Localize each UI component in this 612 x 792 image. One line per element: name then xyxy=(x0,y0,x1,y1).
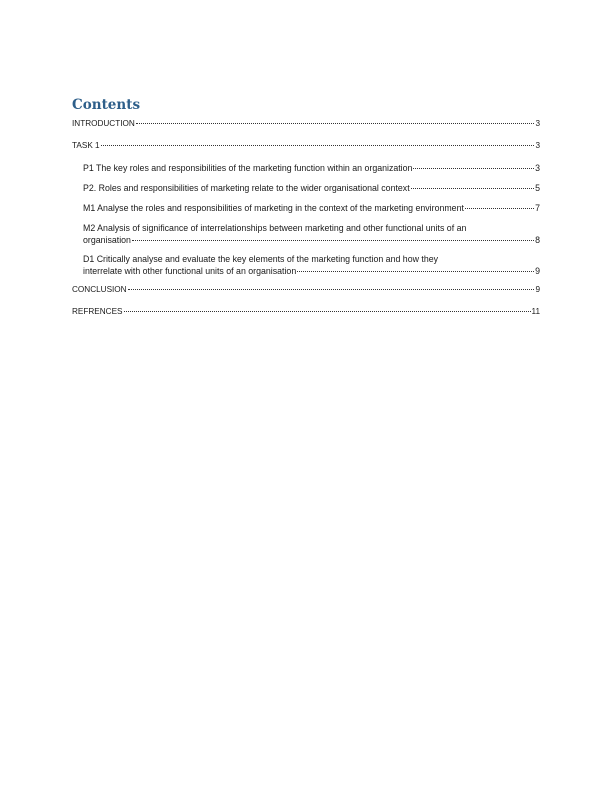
toc-page-number: 5 xyxy=(535,183,540,193)
toc-entry-m1[interactable] xyxy=(72,202,540,214)
toc-page-number: 11 xyxy=(531,307,540,316)
toc-page-number: 9 xyxy=(535,266,540,276)
toc-page-number: 9 xyxy=(535,285,540,294)
toc-entry-introduction[interactable] xyxy=(72,118,540,129)
toc-entry-text: INTRODUCTION xyxy=(72,119,135,128)
toc-entry-text: TASK 1 xyxy=(72,141,100,150)
toc-entry-references[interactable] xyxy=(72,306,540,317)
toc-entry-text-line-2: interrelate with other functional units of an organisation xyxy=(83,266,297,276)
toc-entry-text-line-1: M2 Analysis of significance of interrelationships between marketing and other functional units of an xyxy=(83,223,467,233)
dot-leader xyxy=(465,208,534,209)
toc-entry-text: P1 The key roles and responsibilities of the marketing function within an organization xyxy=(83,163,413,173)
dot-leader xyxy=(411,188,534,189)
toc-heading: Contents xyxy=(72,97,141,113)
toc-entry-m2[interactable] xyxy=(72,222,540,246)
toc-page-number: 8 xyxy=(535,235,540,245)
toc-entry-text: P2. Roles and responsibilities of marketing relate to the wider organisational context xyxy=(83,183,410,193)
toc-page-number: 3 xyxy=(535,141,540,150)
toc-entry-p1[interactable] xyxy=(72,162,540,174)
toc-entry-text-line-1: D1 Critically analyse and evaluate the key elements of the marketing function and how they xyxy=(83,254,439,264)
toc-entry-d1[interactable] xyxy=(72,253,540,277)
toc-page-number: 3 xyxy=(535,119,540,128)
table-of-contents xyxy=(72,118,540,317)
toc-page-number: 3 xyxy=(535,163,540,173)
dot-leader xyxy=(132,240,534,241)
toc-entry-text: REFRENCES xyxy=(72,307,123,316)
toc-entry-text: M1 Analyse the roles and responsibilities of marketing in the context of the marketing environment xyxy=(83,203,464,213)
dot-leader xyxy=(124,311,531,312)
dot-leader xyxy=(101,145,535,146)
toc-entry-text-line-2: organisation xyxy=(83,235,131,245)
toc-entry-p2[interactable] xyxy=(72,182,540,194)
toc-entry-conclusion[interactable] xyxy=(72,284,540,295)
dot-leader xyxy=(136,123,535,124)
toc-entry-text: CONCLUSION xyxy=(72,285,127,294)
toc-entry-task-1[interactable] xyxy=(72,140,540,151)
dot-leader xyxy=(297,271,534,272)
dot-leader xyxy=(128,289,535,290)
dot-leader xyxy=(413,168,534,169)
toc-page-number: 7 xyxy=(535,203,540,213)
document-page xyxy=(72,96,540,328)
